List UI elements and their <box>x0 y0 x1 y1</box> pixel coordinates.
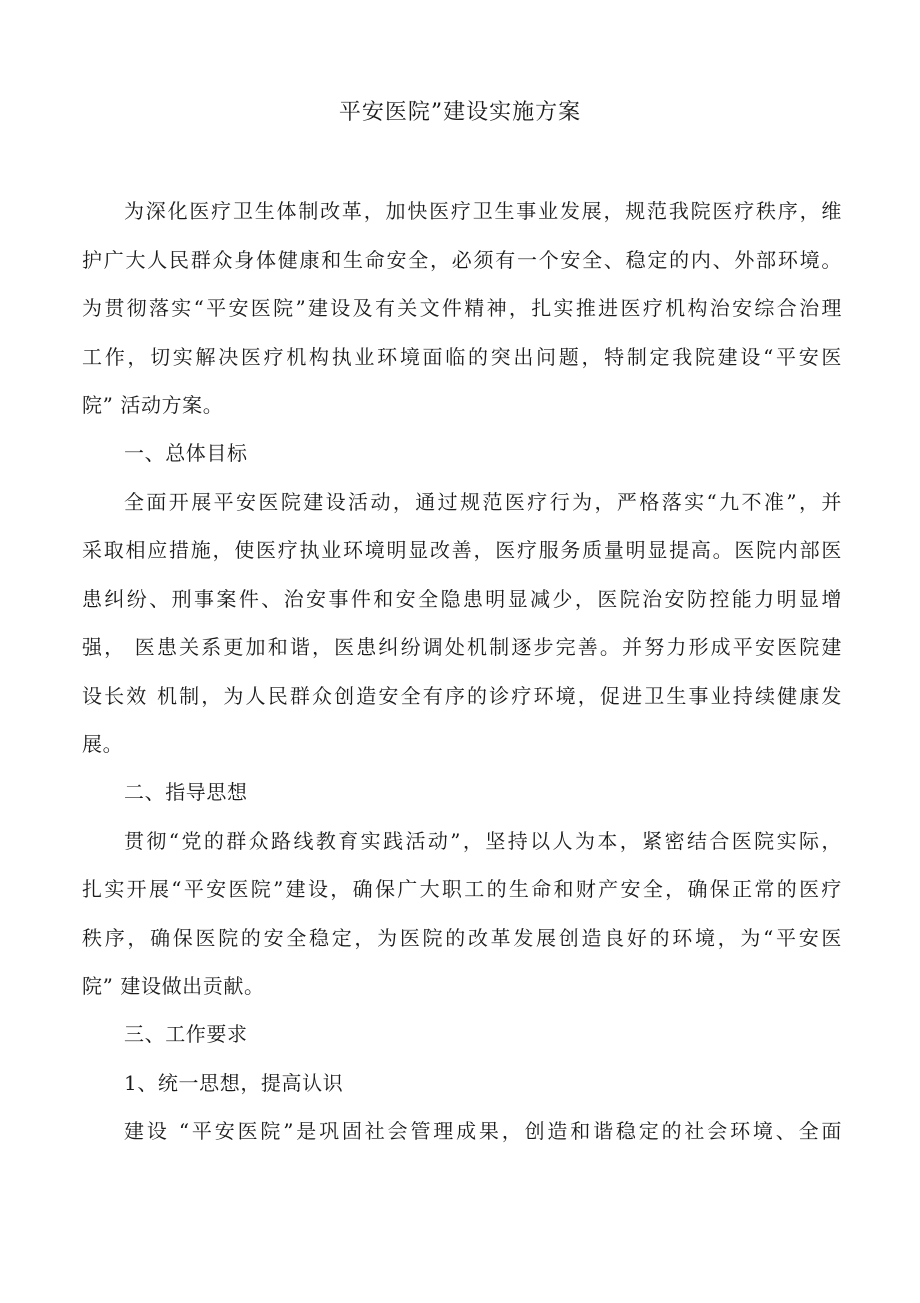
intro-paragraph-line-4: 工作，切实解决医疗机构执业环境面临的突出问题，特制定我院建设“平安医 <box>82 345 842 369</box>
ideology-paragraph-line-3: 秩序，确保医院的安全稳定，为医院的改革发展创造良好的环境，为“平安医 <box>82 926 842 950</box>
section-heading-work-requirements: 三、工作要求 <box>124 1022 248 1046</box>
goal-paragraph-line-6: 展。 <box>82 732 124 756</box>
intro-paragraph-line-3: 为贯彻落实“平安医院”建设及有关文件精神，扎实推进医疗机构治安综合治理 <box>82 296 842 320</box>
requirements-paragraph-line-1: 建设 “平安医院”是巩固社会管理成果，创造和谐稳定的社会环境、全面 <box>124 1119 842 1143</box>
goal-paragraph-line-1: 全面开展平安医院建设活动，通过规范医疗行为，严格落实“九不准”，并 <box>124 490 842 514</box>
goal-paragraph-line-3: 患纠纷、刑事案件、治安事件和安全隐患明显减少，医院治安防控能力明显增 <box>82 587 842 611</box>
intro-paragraph-line-5: 院” 活动方案。 <box>82 393 224 417</box>
goal-paragraph-line-4: 强， 医患关系更加和谐，医患纠纷调处机制逐步完善。并努力形成平安医院建 <box>82 635 842 659</box>
subheading-unify-thinking: 1、统一思想，提高认识 <box>124 1071 344 1095</box>
ideology-paragraph-line-2: 扎实开展“平安医院”建设，确保广大职工的生命和财产安全，确保正常的医疗 <box>82 877 842 901</box>
goal-paragraph-line-2: 采取相应措施，使医疗执业环境明显改善，医疗服务质量明显提高。医院内部医 <box>82 538 842 562</box>
ideology-paragraph-line-1: 贯彻“党的群众路线教育实践活动”，坚持以人为本，紧密结合医院实际， <box>124 829 842 853</box>
goal-paragraph-line-5: 设长效 机制，为人民群众创造安全有序的诊疗环境，促进卫生事业持续健康发 <box>82 684 842 708</box>
section-heading-guiding-ideology: 二、指导思想 <box>124 780 248 804</box>
intro-paragraph-line-2: 护广大人民群众身体健康和生命安全，必须有一个安全、稳定的内、外部环境。 <box>82 248 842 272</box>
ideology-paragraph-line-4: 院” 建设做出贡献。 <box>82 974 265 998</box>
document-title: 平安医院”建设实施方案 <box>338 100 582 125</box>
section-heading-overall-goal: 一、总体目标 <box>124 441 248 465</box>
intro-paragraph-line-1: 为深化医疗卫生体制改革，加快医疗卫生事业发展，规范我院医疗秩序，维 <box>124 199 842 223</box>
